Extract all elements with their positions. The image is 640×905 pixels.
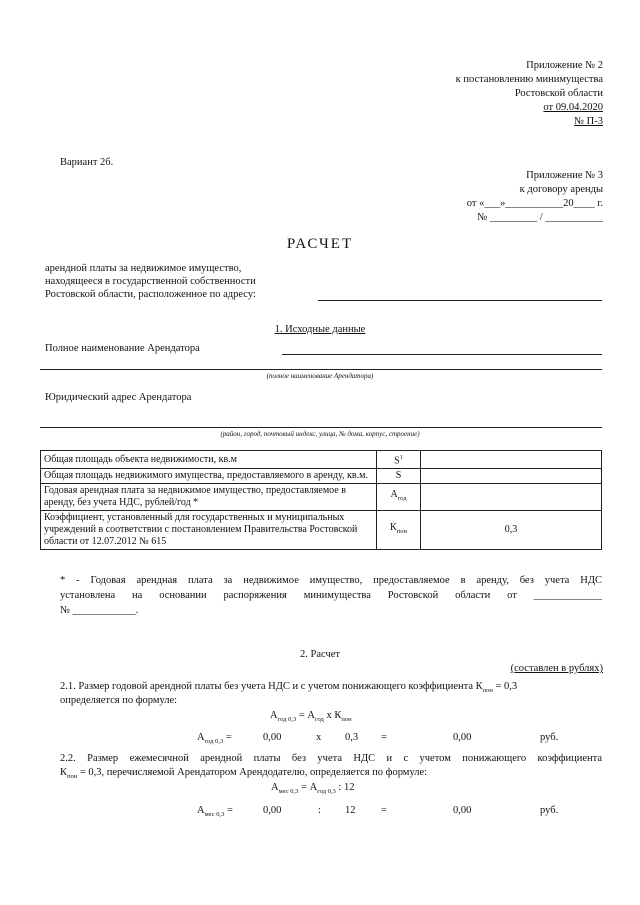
subject-line1: арендной платы за недвижимое имущество, [45,263,242,274]
source-data-table [40,450,602,550]
p1-calc-result: 0,00 [453,732,472,743]
p2-calc-unit: руб. [540,805,559,816]
address-input-line [318,300,602,301]
p2-line2: $К_{пон} = 0,3$, перечисляемой Арендатором Арендодателю, определяется по формуле: [60,767,428,781]
row-value [421,469,602,484]
row-value [421,451,602,469]
row-symbol: S [377,469,421,484]
p2-line1: 2.2. Размер ежемесячной арендной платы без учета НДС и с учетом понижающего коэффициента [60,753,602,764]
tenant-name-caption: (полное наименование Арендатора) [266,372,374,380]
subject-line2: находящееся в государственной собственности [45,276,256,287]
footnote-line2: установлена на основании распоряжения минимущества Ростовской области от _____________ [60,590,602,601]
row-symbol: $А_{год}$ [377,484,421,511]
p2-formula: $А_{мес 0,3} = А_{год 0,3}$ : 12 [271,782,355,796]
p1-calc-op: х [316,732,322,743]
footnote-line1: * - Годовая арендная плата за недвижимое имущество, предоставляемое в аренду, без учета НДС [60,575,602,586]
variant-label: Вариант 2б. [60,157,114,168]
p1-calc-eq: = [381,732,387,743]
appendix2-line2: к постановлению минимущества [455,74,603,85]
appendix2-line3: Ростовской области [514,88,603,99]
appendix3-line1: Приложение № 3 [526,170,603,181]
p2-calc-result: 0,00 [453,805,472,816]
p2-calc-v1: 0,00 [263,805,282,816]
table-row [41,469,602,484]
p2-calc-v2: 12 [345,805,356,816]
page-title: РАСЧЕТ [286,236,354,252]
p1-calc-v1: 0,00 [263,732,282,743]
p1-line2: определяется по формуле: [60,695,178,706]
table-row [41,451,602,469]
appendix3-line2: к договору аренды [519,184,603,195]
legal-address-caption: (район, город, почтовый индекс, улица, № дома, корпус, строение) [220,430,420,438]
row-label: Общая площадь объекта недвижимости, кв.м [41,451,377,469]
row-label: Годовая арендная плата за недвижимое имущество, предоставляемое в аренду, без учета НДС, рублей/год * [41,484,377,511]
tenant-name-line [282,354,602,355]
table-row [41,484,602,511]
p1-calc-unit: руб. [540,732,559,743]
subject-line3: Ростовской области, расположенное по адресу: [45,289,256,300]
p1-formula: $А_{год 0,3} = А_{год}$ х $К_{пон}$ [270,710,352,724]
row-label: Коэффициент, установленный для государственных и муниципальных учреждений в соответствии с постановлением Правительства Ростовской области от 12.07.2012 № 615 [41,511,377,550]
row-value [421,484,602,511]
tenant-name-label: Полное наименование Арендатора [45,343,200,354]
p1-calc-v2: 0,3 [345,732,359,743]
currency-note: (составлен в рублях) [510,663,603,674]
row-symbol: $К_{пон}$ [377,511,421,550]
footnote-line3: № ____________. [60,605,139,616]
legal-address-line [40,427,602,428]
appendix2-date: от 09.04.2020 [543,102,603,113]
appendix3-date: от «___»___________20____ г. [466,198,603,209]
appendix2-number: № П-3 [574,116,603,127]
appendix3-number: № _________ / ___________ [477,212,603,223]
section1-heading: 1. Исходные данные [274,324,366,335]
legal-address-label: Юридический адрес Арендатора [45,392,192,403]
appendix2-line1: Приложение № 2 [526,60,603,71]
row-label: Общая площадь недвижимого имущества, предоставляемого в аренду, кв.м. [41,469,377,484]
p2-calc-eq: = [381,805,387,816]
section2-heading: 2. Расчет [300,649,340,660]
table-row [41,511,602,550]
p2-calc-op: : [318,805,321,816]
tenant-name-line-2 [40,369,602,370]
p1-line1: 2.1. Размер годовой арендной платы без учета НДС и с учетом понижающего коэффициента $К_{пон} = 0,3$ [60,681,518,695]
p1-calc-lhs: $А_{год 0,3}$ = [197,732,232,746]
p2-calc-lhs: $А_{мес 0,3}$ = [197,805,233,819]
row-symbol: $S^1$ [377,451,421,469]
row-value: 0,3 [421,511,602,550]
